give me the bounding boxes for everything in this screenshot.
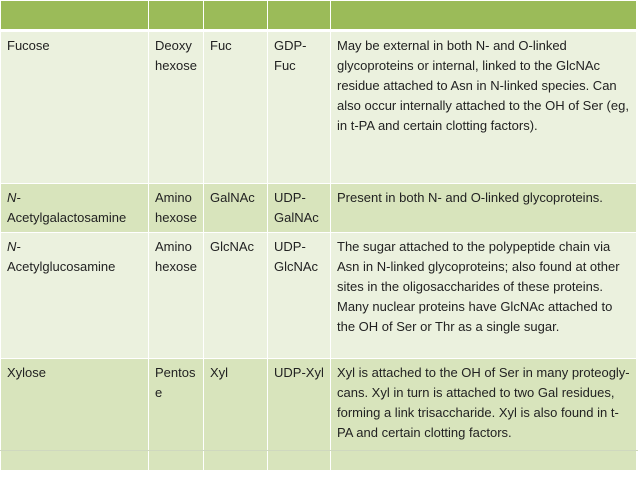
sugar-name-cell [1, 184, 149, 233]
sugar-name: Fucose [7, 38, 50, 53]
sugar-abbr: GalNAc [204, 184, 268, 233]
sugar-name-cell [1, 31, 149, 184]
sugar-note: Xyl is attached to the OH of Ser in many proteogly-cans. Xyl in turn is attached to two Gal residues, forming a link trisaccharide. Xyl is also found in t-PA and certain clotting factors. [331, 359, 637, 471]
sugar-note: The sugar attached to the polypeptide chain via Asn in N-linked glycoproteins; also found at other sites in the oligosaccharides of these proteins. Many nuclear proteins have GlcNAc attached to the OH of Ser or Thr as a single sugar. [331, 233, 637, 359]
sugar-abbr: GlcNAc [204, 233, 268, 359]
sugar-name: Acetylglucosamine [7, 259, 116, 274]
sugar-class: Pentos e [149, 359, 204, 471]
table-row [1, 233, 637, 359]
sugar-name: Acetylgalactosamine [7, 210, 127, 225]
sugar-note: May be external in both N- and O-linked glycoproteins or internal, linked to the GlcNAc residue attached to Asn in N-linked species. Can also occur internally attached to the OH of Ser (eg, in t-PA and certain clotting factors). [331, 31, 637, 184]
sugar-name-cell [1, 233, 149, 359]
name-prefix: N- [7, 239, 21, 254]
sugar-name: Xylose [7, 365, 47, 380]
sugar-abbr: Xyl [204, 359, 268, 471]
table-row [1, 31, 637, 184]
sugar-note: Present in both N- and O-linked glycoproteins. [331, 184, 637, 233]
sugar-donor: UDP-GlcNAc [268, 233, 331, 359]
table-header-row [1, 1, 637, 31]
header-cell [1, 1, 149, 31]
sugar-donor: UDP-GalNAc [268, 184, 331, 233]
header-cell [268, 1, 331, 31]
sugar-donor: GDP-Fuc [268, 31, 331, 184]
sugar-donor: UDP-Xyl [268, 359, 331, 471]
divider [0, 450, 638, 451]
header-cell [204, 1, 268, 31]
table-row [1, 359, 637, 471]
name-prefix: N- [7, 190, 21, 205]
sugar-name-cell [1, 359, 149, 471]
table-row [1, 184, 637, 233]
sugar-class: Amino hexose [149, 184, 204, 233]
sugar-class: Amino hexose [149, 233, 204, 359]
header-cell [331, 1, 637, 31]
header-cell [149, 1, 204, 31]
sugar-abbr: Fuc [204, 31, 268, 184]
sugar-class: Deoxy hexose [149, 31, 204, 184]
